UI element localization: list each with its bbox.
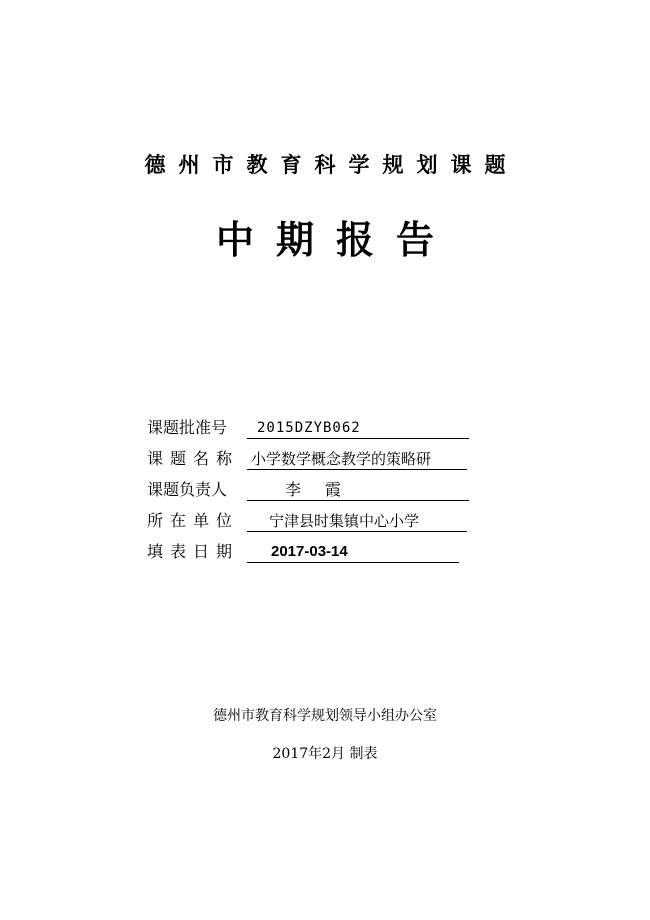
project-name-row bbox=[147, 439, 487, 470]
fill-date-row bbox=[147, 532, 487, 563]
approval-number-value: 2015DZYB062 bbox=[247, 418, 469, 439]
approval-number-row bbox=[147, 408, 487, 439]
fill-date-label: 填表日期 bbox=[147, 542, 240, 561]
project-name-value: 小学数学概念教学的策略研 bbox=[247, 449, 467, 470]
made-date: 2017年2月 制表 bbox=[272, 746, 378, 762]
fill-date-value: 2017-03-14 bbox=[247, 542, 459, 563]
org-title: 德州市教育科学规划课题 bbox=[144, 153, 519, 177]
project-name-label: 课题名称 bbox=[147, 449, 240, 468]
unit-row bbox=[147, 501, 487, 532]
project-owner-value: 李霞 bbox=[247, 480, 469, 501]
unit-value: 宁津县时集镇中心小学 bbox=[247, 511, 467, 532]
project-owner-row bbox=[147, 470, 487, 501]
info-form bbox=[147, 408, 487, 563]
approval-number-label: 课题批准号 bbox=[147, 418, 228, 437]
project-owner-label: 课题负责人 bbox=[147, 480, 228, 499]
issuing-office: 德州市教育科学规划领导小组办公室 bbox=[213, 708, 437, 724]
report-title: 中期报告 bbox=[215, 218, 456, 262]
unit-label: 所在单位 bbox=[147, 511, 240, 530]
